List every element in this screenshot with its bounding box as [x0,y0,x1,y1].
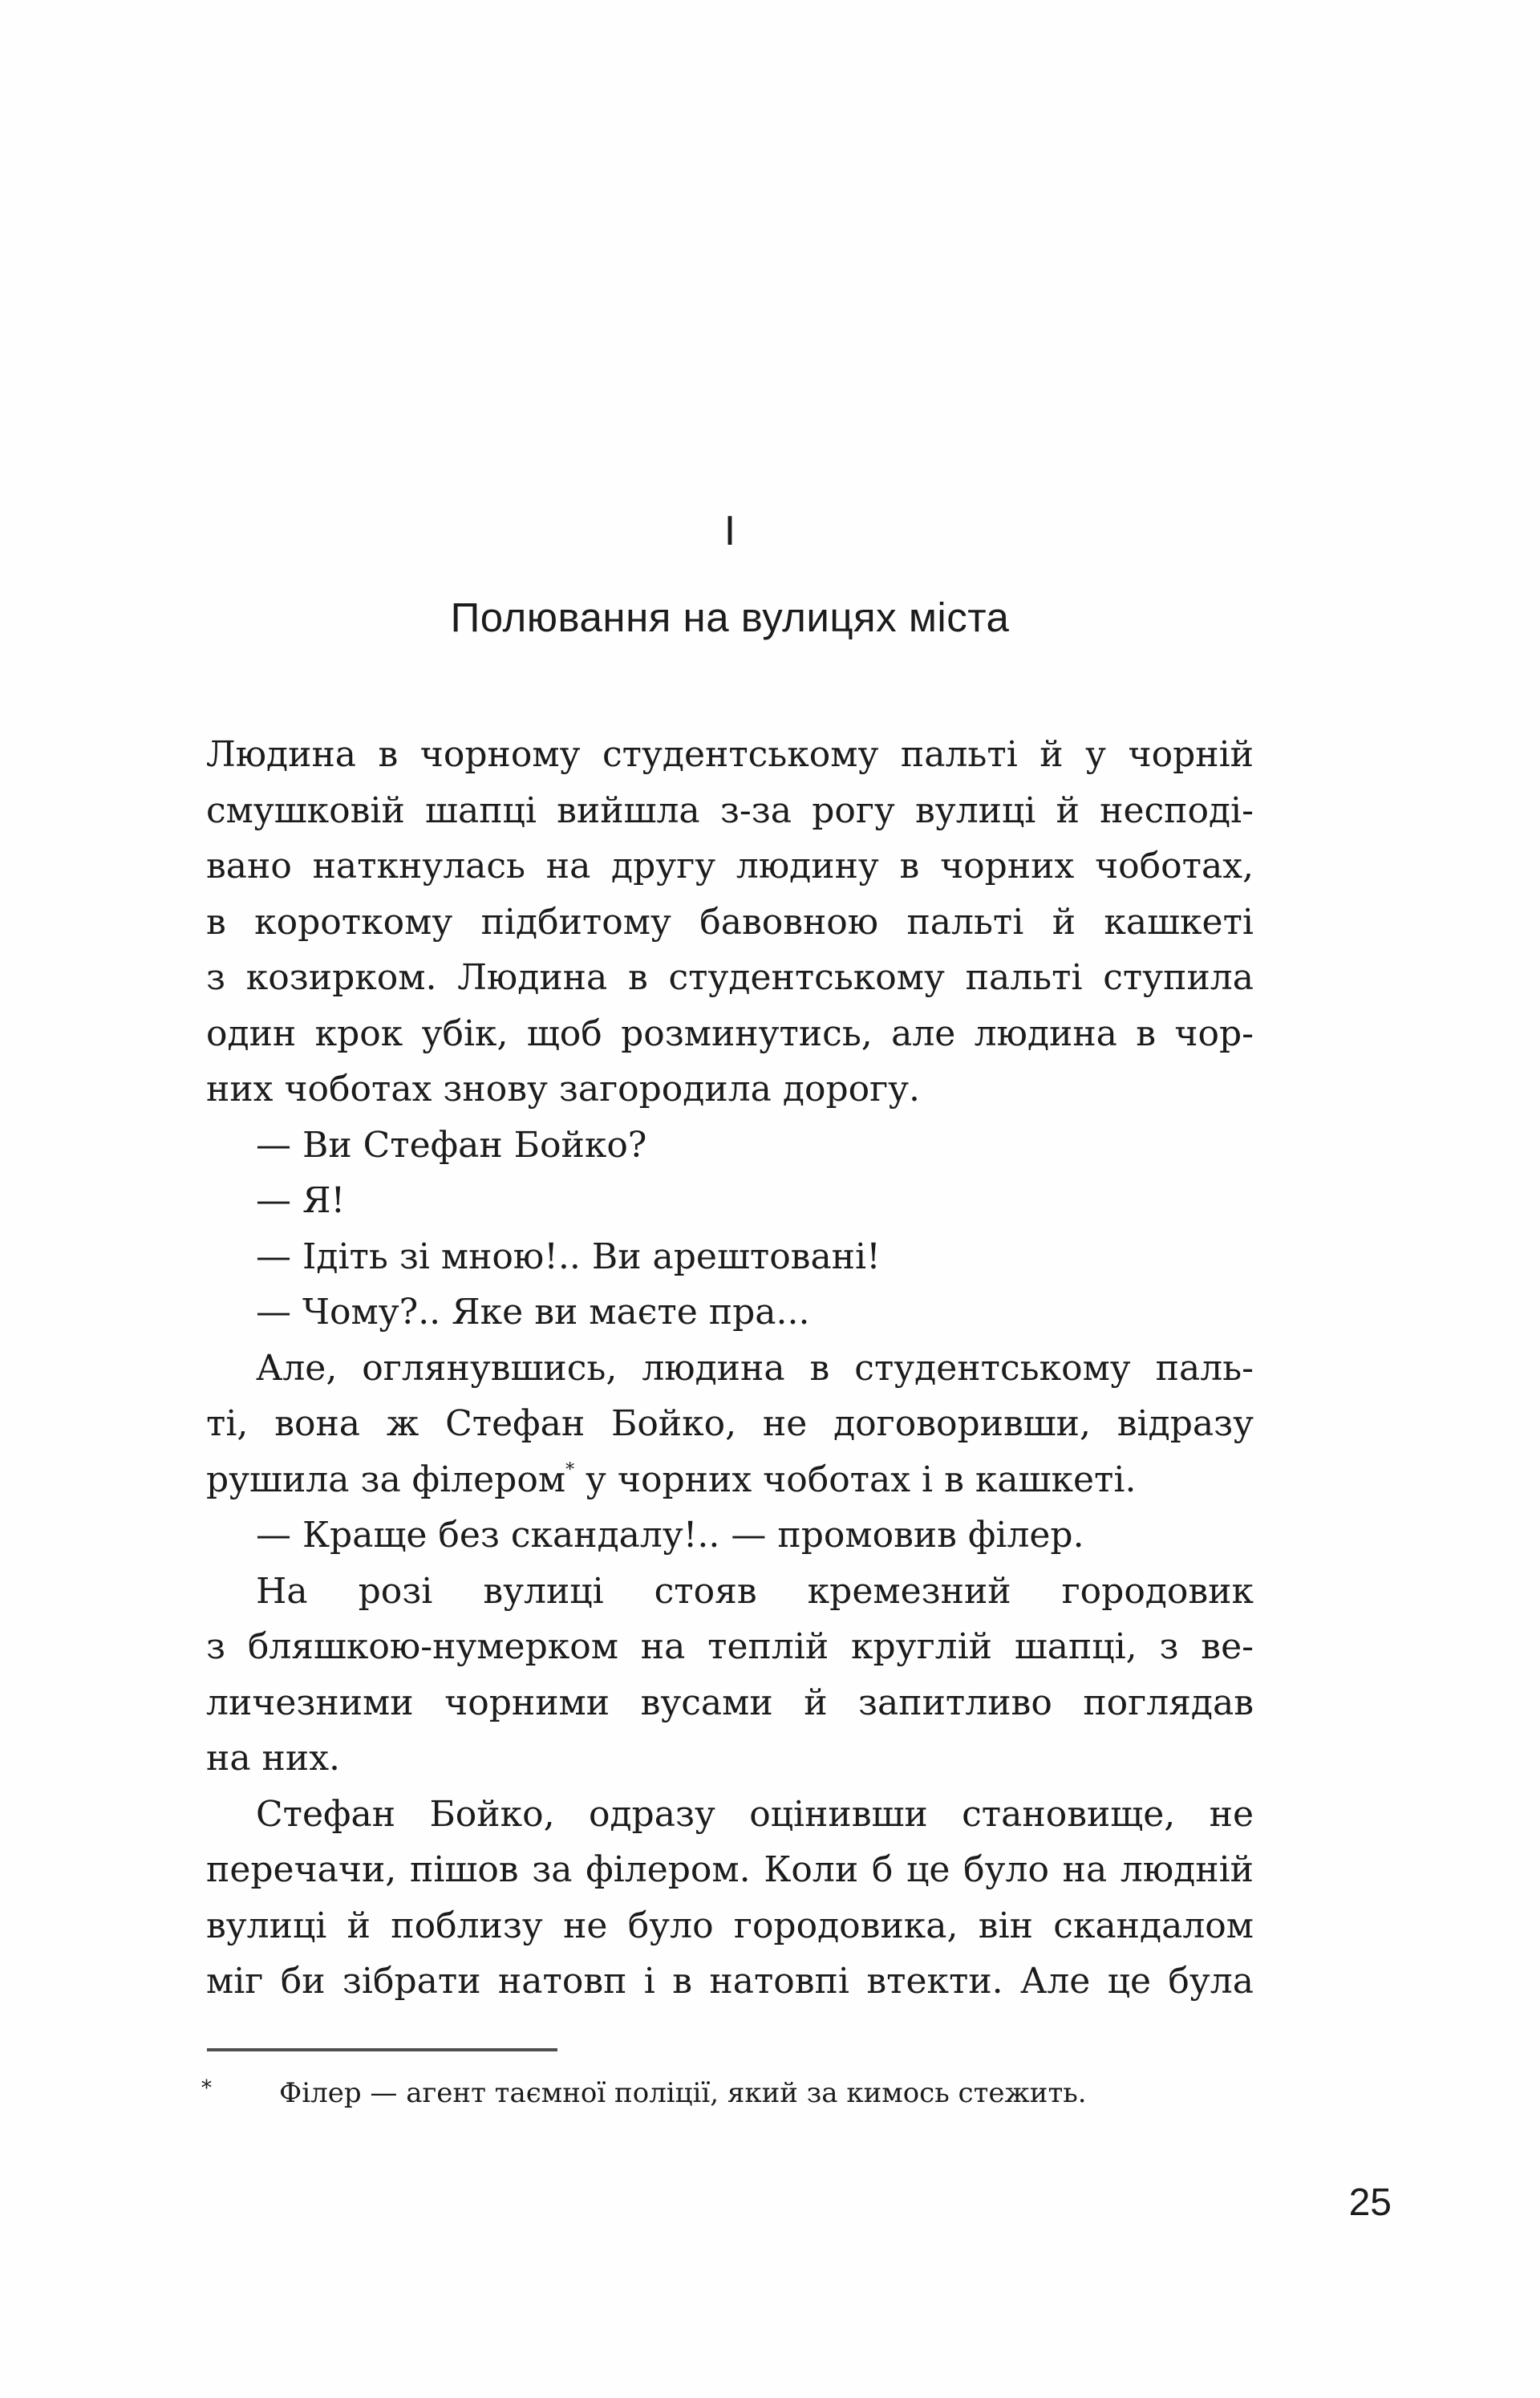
text-line: вано наткнулась на другу людину в чорних чоботах, [206,846,1254,887]
body-text [206,727,1254,2010]
text-line: — Краще без скандалу!.. — промовив філер. [256,1515,1084,1556]
text-line: з бляшкою-нумерком на теплій круглій шапці, з ве- [206,1626,1254,1667]
text-line: На розі вулиці стояв кремезний городовик [256,1570,1254,1612]
footnote-marker: * [201,2076,212,2100]
footnote-reference-asterisk: * [565,1459,575,1480]
text-line: вулиці й поблизу не було городовика, він скандалом [206,1905,1254,1946]
text-column [201,0,1392,2398]
text-line: один крок убік, щоб розминутись, але людина в чор- [206,1012,1254,1054]
text-line: на них. [206,1738,340,1779]
text-line: з козирком. Людина в студентському пальті ступила [206,957,1254,998]
text-line: личезними чорними вусами й запитливо поглядав [206,1682,1254,1723]
text-line: міг би зібрати натовп і в натовпі втекти. Але це була [206,1961,1254,2002]
footnote [201,2075,1254,2112]
text-line: перечачи, пішов за філером. Коли б це було на людній [206,1849,1254,1890]
text-line: них чоботах знову загородила дорогу. [206,1069,921,1110]
text-line: рушила за філером* у чорних чоботах і в кашкеті. [206,1459,1137,1500]
text-line: — Ви Стефан Бойко? [256,1124,647,1166]
text-line: — Чому?.. Яке ви маєте пра... [256,1292,810,1333]
text-line: — Ідіть зі мною!.. Ви арештовані! [256,1236,881,1277]
text-line: ті, вона ж Стефан Бойко, не договоривши, відразу [206,1403,1254,1444]
text-line: Але, оглянувшись, людина в студентському паль- [256,1347,1254,1389]
text-line: — Я! [256,1180,346,1221]
footnote-text: Філер — агент таємної поліції, який за кимось стежить. [279,2077,1087,2109]
text-line: Стефан Бойко, одразу оцінивши становище, не [256,1793,1254,1835]
text-line: в короткому підбитому бавовною пальті й кашкеті [206,901,1254,943]
text-line: смушковій шапці вийшла з-за рогу вулиці й несподі- [206,789,1254,831]
page-number: 25 [1348,2181,1392,2224]
footnote-divider [207,2048,557,2051]
chapter-number: І [723,508,736,554]
chapter-title: Полювання на вулицях міста [450,594,1010,640]
text-line: Людина в чорному студентському пальті й у чорній [206,734,1254,775]
